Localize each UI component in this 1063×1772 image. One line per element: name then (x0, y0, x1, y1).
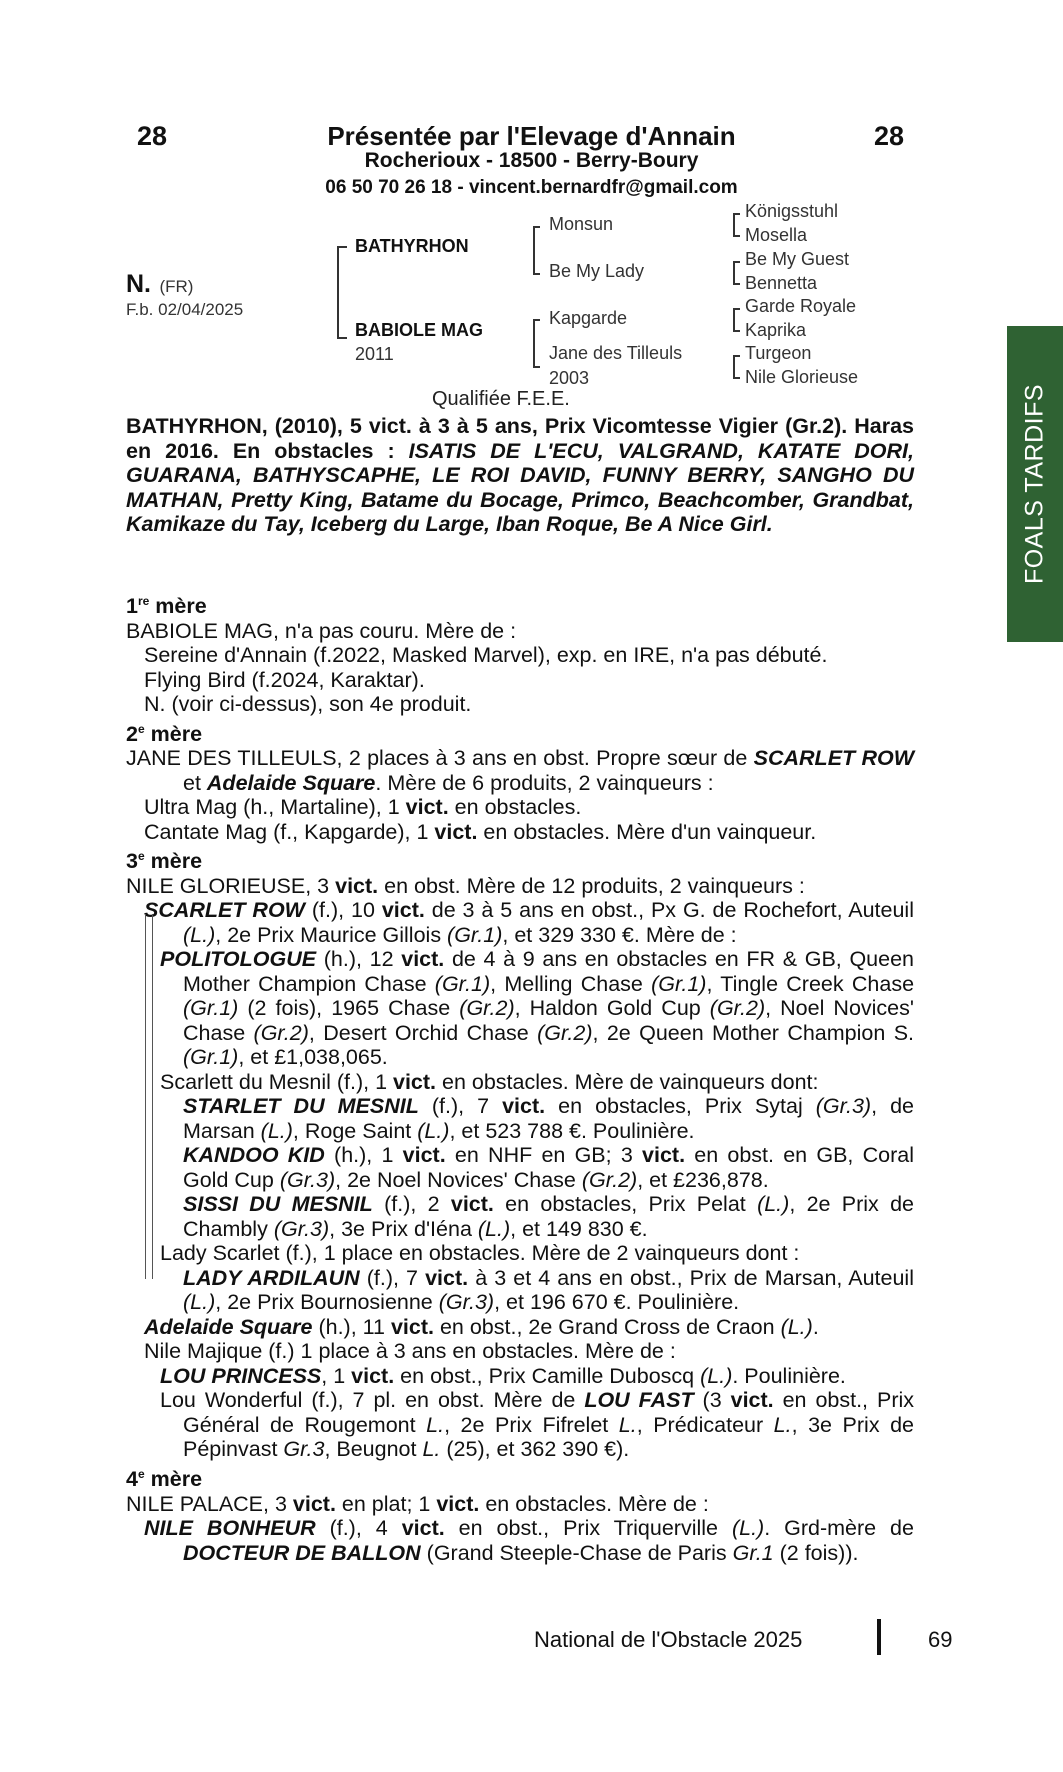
pedigree-dam-year: 2011 (355, 344, 394, 364)
mere2-produce: Cantate Mag (f., Kapgarde), 1 vict. en obstacles. Mère d'un vainqueur. (144, 819, 817, 844)
mere3-produce-scarlet-row: SCARLET ROW (f.), 10 vict. de 3 à 5 ans en obst., Px G. de Rochefort, Auteuil (L.), 2e Prix Maurice Gillois (Gr.1), et 329 330 €. Mère de : (144, 898, 914, 947)
sire-progeny-bold: ISATIS DE L'ECU, VALGRAND, KATATE DORI, GUARANA, BATHYSCAPHE, LE ROI DAVID, FUNNY BERRY, SANGHO DU MATHAN, (126, 438, 914, 512)
pedigree-tick (533, 273, 540, 275)
horse-country: (FR) (159, 277, 194, 296)
mere1-produce: Sereine d'Annain (f.2022, Masked Marvel), exp. en IRE, n'a pas débuté. (144, 643, 828, 668)
mere3-produce-kandoo-kid: KANDOO KID (h.), 1 vict. en NHF en GB; 3 vict. en obst. en GB, Coral Gold Cup (Gr.3), 2e Noel Novices' Chase (Gr.2), et £236,878. (183, 1143, 914, 1192)
pedigree-bracket-1 (337, 246, 339, 338)
horse-name-line (126, 270, 193, 299)
footer-page-number: 69 (928, 1627, 953, 1652)
pedigree-sire-dam: Be My Lady (549, 261, 645, 281)
pedigree-gen3-6: Kaprika (745, 320, 807, 340)
sire-progeny: Pretty King, Batame du Bocage, Primco, Beachcomber, Grandbat, Kamikaze du Tay, Iceberg du Large, Iban Roque, Be A Nice Girl. (126, 487, 914, 536)
mere3-produce-lou-princess: LOU PRINCESS, 1 vict. en obst., Prix Camille Duboscq (L.). Poulinière. (160, 1363, 846, 1388)
pedigree-dam-sire: Kapgarde (549, 308, 628, 328)
pedigree-bracket-2a (533, 226, 535, 274)
mere3-produce-lou-wonderful: Lou Wonderful (f.), 7 pl. en obst. Mère de LOU FAST (3 vict. en obst., Prix Général de Rougemont L., 2e Prix Fifrelet L., Prédicateur L., 3e Prix de Pépinvast Gr.3, Beugnot L. (25), et 362 390 €). (160, 1388, 914, 1462)
pedigree-gen3-2: Mosella (745, 225, 808, 245)
mere1-produce: N. (voir ci-dessus), son 4e produit. (144, 692, 472, 717)
lot-number-left: 28 (137, 121, 168, 151)
mere3-produce-lady-ardilaun: LADY ARDILAUN (f.), 7 vict. à 3 et 4 ans en obst., Prix de Marsan, Auteuil (L.), 2e Prix Bournosienne (Gr.3), et 196 670 €. Poulinière. (183, 1265, 914, 1315)
qualification: Qualifiée F.E.E. (432, 388, 570, 410)
lot-number-right: 28 (874, 121, 905, 151)
family-section (126, 589, 914, 1565)
mere2-produce: Ultra Mag (h., Martaline), 1 vict. en obstacles. (144, 795, 582, 820)
pedigree-tick (733, 308, 740, 310)
mere2-line: JANE DES TILLEULS, 2 places à 3 ans en obst. Propre sœur de SCARLET ROW et Adelaide Square. Mère de 6 produits, 2 vainqueurs : (126, 746, 915, 795)
pedigree-bracket-3 (733, 261, 735, 284)
mere4-title: 4e mère (126, 1466, 203, 1492)
pedigree-dam-dam-year: 2003 (549, 368, 590, 388)
descendants-rule (145, 914, 153, 1279)
pedigree-gen3-1: Königsstuhl (745, 201, 839, 221)
pedigree-sire-sire: Monsun (549, 214, 614, 234)
pedigree-tick (533, 226, 540, 228)
pedigree-bracket-2b (533, 319, 535, 367)
pedigree-tick (337, 246, 347, 248)
mere3-produce-politologue: POLITOLOGUE (h.), 12 vict. de 4 à 9 ans en obstacles en FR & GB, Queen Mother Champion Chase (Gr.1), Melling Chase (Gr.1), Tingle Creek Chase (Gr.1) (2 fois), 1965 Chase (Gr.2), Haldon Gold Cup (Gr.2), Noel Novices' Chase (Gr.2), Desert Orchid Chase (Gr.2), 2e Queen Mother Champion S.(Gr.1), et £1,038,065. (160, 947, 915, 1070)
mere3-title: 3e mère (126, 849, 203, 874)
pedigree-dam: BABIOLE MAG (355, 320, 483, 340)
pedigree-tick (733, 355, 740, 357)
mere3-produce-lady-scarlet: Lady Scarlet (f.), 1 place en obstacles. Mère de 2 vainqueurs dont : (160, 1241, 800, 1266)
pedigree-tick (733, 330, 740, 332)
pedigree-tick (533, 366, 540, 368)
mere4-line: NILE PALACE, 3 vict. en plat; 1 vict. en obstacles. Mère de : (126, 1491, 709, 1516)
pedigree-dam-dam: Jane des Tilleuls (549, 343, 683, 363)
pedigree-tick (533, 319, 540, 321)
mere3-produce-nile-majique: Nile Majique (f.) 1 place à 3 ans en obstacles. Mère de : (144, 1339, 676, 1364)
mere3-produce-adelaide-square: Adelaide Square (h.), 11 vict. en obst., 2e Grand Cross de Craon (L.). (144, 1314, 819, 1339)
pedigree-gen3-5: Garde Royale (745, 296, 857, 316)
pedigree-tick (733, 261, 740, 263)
sire-paragraph (126, 414, 914, 537)
pedigree-sire: BATHYRHON (355, 236, 469, 256)
mere3-line: NILE GLORIEUSE, 3 vict. en obst. Mère de 12 produits, 2 vainqueurs : (126, 873, 805, 898)
presenter-contact: 06 50 70 26 18 - vincent.bernardfr@gmail.com (325, 177, 738, 198)
footer-publication: National de l'Obstacle 2025 (534, 1627, 803, 1652)
pedigree-tick (733, 213, 740, 215)
mere1-produce: Flying Bird (f.2024, Karaktar). (144, 667, 425, 692)
mere3-produce-scarlett-du-mesnil: Scarlett du Mesnil (f.), 1 vict. en obstacles. Mère de vainqueurs dont: (160, 1069, 819, 1094)
side-tab-label: FOALS TARDIFS (1020, 383, 1049, 585)
horse-name: N. (126, 270, 151, 298)
pedigree-bracket-3 (733, 308, 735, 331)
sire-summary: BATHYRHON, (2010), 5 vict. à 3 à 5 ans, Prix Vicomtesse Vigier (Gr.2). Haras en 2016. En obstacles : (126, 414, 914, 463)
mere3-produce-starlet: STARLET DU MESNIL (f.), 7 vict. en obstacles, Prix Sytaj (Gr.3), de Marsan (L.), Roge Saint (L.), et 523 788 €. Poulinière. (183, 1094, 914, 1143)
pedigree-gen3-4: Bennetta (745, 273, 818, 293)
mere1-title: 1re mère (126, 594, 207, 619)
footer-divider (877, 1619, 881, 1655)
pedigree-tick (733, 235, 740, 237)
mere3-produce-sissi: SISSI DU MESNIL (f.), 2 vict. en obstacles, Prix Pelat (L.), 2e Prix de Chambly (Gr.3), 3e Prix d'Iéna (L.), et 149 830 €. (183, 1192, 914, 1241)
presenter-address: Rocherioux - 18500 - Berry-Boury (364, 149, 699, 172)
horse-sex-birth: F.b. 02/04/2025 (126, 300, 244, 319)
pedigree-tick (733, 377, 740, 379)
pedigree-gen3-3: Be My Guest (745, 249, 850, 269)
pedigree-gen3-8: Nile Glorieuse (745, 367, 859, 387)
side-tab (1007, 326, 1063, 642)
mere2-title: 2e mère (126, 721, 203, 746)
presenter-title: Présentée par l'Elevage d'Annain (327, 121, 736, 151)
mere4-produce-nile-bonheur: NILE BONHEUR (f.), 4 vict. en obst., Prix Triquerville (L.). Grd-mère de DOCTEUR DE BALLON (Grand Steeple-Chase de Paris Gr.1 (2 fois)). (144, 1516, 914, 1565)
pedigree-gen3-7: Turgeon (745, 343, 812, 363)
pedigree-bracket-3 (733, 355, 735, 378)
mere1-line: BABIOLE MAG, n'a pas couru. Mère de : (126, 618, 517, 643)
pedigree-bracket-3 (733, 213, 735, 236)
pedigree-tick (337, 337, 347, 339)
pedigree-tick (733, 283, 740, 285)
